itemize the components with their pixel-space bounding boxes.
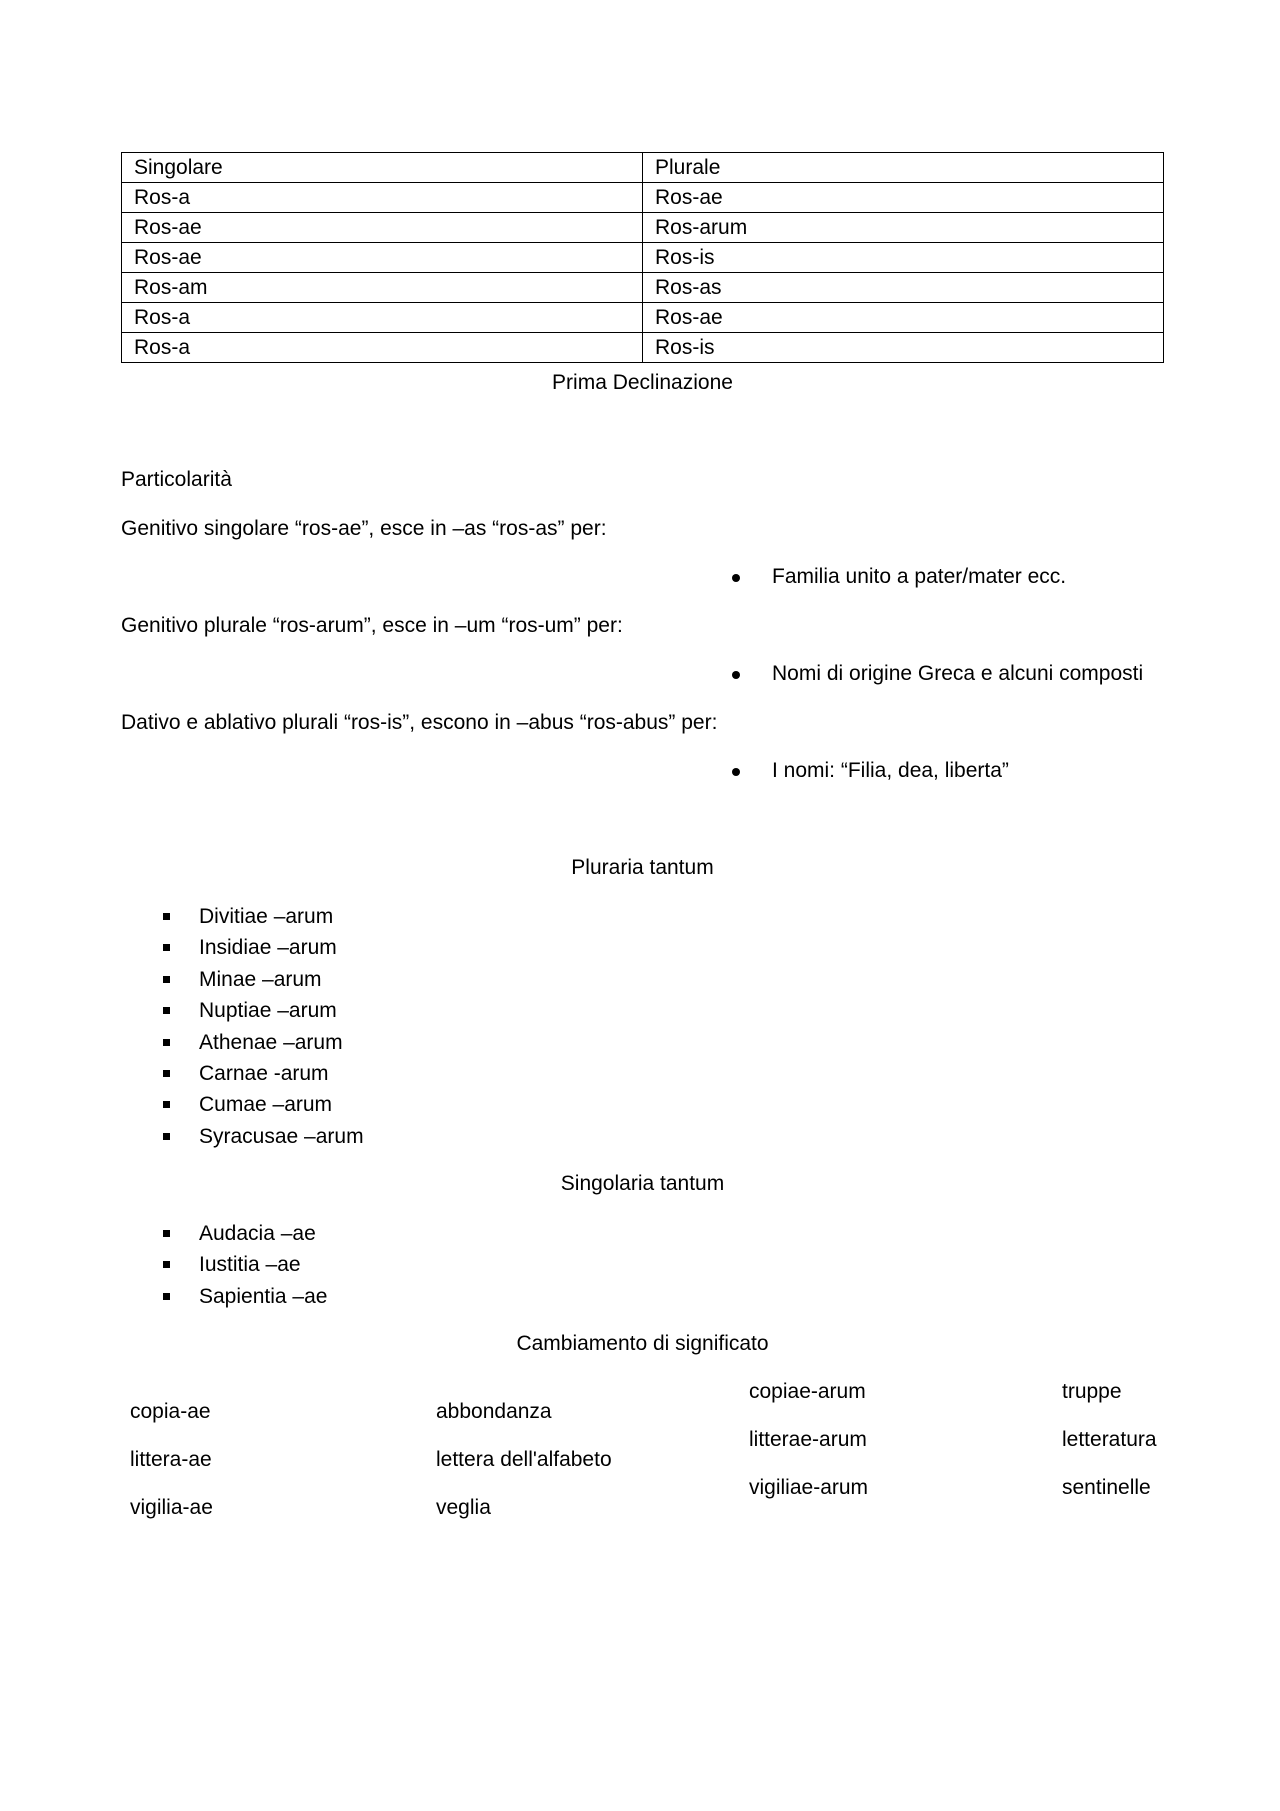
table-cell: Ros-ae <box>643 303 1164 333</box>
singolaria-heading: Singolaria tantum <box>560 1172 725 1195</box>
singolaria-list <box>163 1218 327 1312</box>
list-item <box>163 1281 327 1312</box>
square-bullet-icon <box>163 1293 170 1300</box>
square-bullet-icon <box>163 1230 170 1237</box>
plural-word: litterae-arum <box>749 1428 867 1451</box>
table-row <box>122 213 1164 243</box>
square-bullet-icon <box>163 1133 170 1140</box>
rule-text: Dativo e ablativo plurali “ros-is”, escono in –abus “ros-abus” per: <box>121 711 718 734</box>
rule-bullet-text: Familia unito a pater/mater ecc. <box>772 565 1067 588</box>
table-row <box>122 243 1164 273</box>
table-header-cell: Singolare <box>122 153 643 183</box>
table-cell: Ros-am <box>122 273 643 303</box>
rule-text: Genitivo plurale “ros-arum”, esce in –um “ros-um” per: <box>121 614 623 637</box>
table-header-cell: Plurale <box>643 153 1164 183</box>
list-item-text: Athenae –arum <box>199 1030 343 1054</box>
plural-meaning: truppe <box>1062 1380 1122 1403</box>
singular-word: vigilia-ae <box>130 1496 213 1519</box>
bullet-icon <box>732 768 740 776</box>
table-cell: Ros-a <box>122 183 643 213</box>
table-row <box>122 333 1164 363</box>
square-bullet-icon <box>163 913 170 920</box>
table-cell: Ros-ae <box>122 243 643 273</box>
table-cell: Ros-is <box>643 243 1164 273</box>
table-cell: Ros-a <box>122 303 643 333</box>
table-header-row <box>122 153 1164 183</box>
list-item <box>163 1218 327 1249</box>
list-item-text: Audacia –ae <box>199 1222 316 1245</box>
list-item-text: Sapientia –ae <box>199 1284 328 1308</box>
list-item <box>163 1249 327 1280</box>
singular-meaning: lettera dell'alfabeto <box>436 1448 612 1471</box>
singular-meaning: veglia <box>436 1496 491 1519</box>
plural-meaning: sentinelle <box>1062 1476 1151 1499</box>
table-caption: Prima Declinazione <box>552 371 733 394</box>
list-item-text: Carnae -arum <box>199 1061 329 1085</box>
list-item-text: Cumae –arum <box>199 1093 333 1117</box>
singular-word: copia-ae <box>130 1400 211 1423</box>
table-row <box>122 303 1164 333</box>
list-item <box>163 1027 364 1058</box>
rule-text: Genitivo singolare “ros-ae”, esce in –as “ros-as” per: <box>121 517 607 540</box>
table-cell: Ros-is <box>643 333 1164 363</box>
list-item-text: Minae –arum <box>199 967 322 991</box>
table-row <box>122 183 1164 213</box>
list-item-text: Nuptiae –arum <box>199 999 337 1023</box>
singular-meaning: abbondanza <box>436 1400 552 1423</box>
square-bullet-icon <box>163 1261 170 1268</box>
list-item <box>163 932 364 963</box>
pluraria-list <box>163 901 364 1152</box>
list-item <box>163 901 364 932</box>
plural-word: vigiliae-arum <box>749 1476 869 1499</box>
list-item <box>163 1058 364 1089</box>
square-bullet-icon <box>163 944 170 951</box>
singular-word: littera-ae <box>130 1448 212 1471</box>
list-item <box>163 1089 364 1120</box>
square-bullet-icon <box>163 1039 170 1046</box>
rule-bullet-text: I nomi: “Filia, dea, liberta” <box>772 759 1009 782</box>
list-item-text: Iustitia –ae <box>199 1253 301 1277</box>
square-bullet-icon <box>163 1007 170 1014</box>
square-bullet-icon <box>163 1101 170 1108</box>
declension-table <box>121 152 1164 363</box>
table-cell: Ros-a <box>122 333 643 363</box>
square-bullet-icon <box>163 1070 170 1077</box>
list-item <box>163 964 364 995</box>
plural-meaning: letteratura <box>1062 1428 1157 1451</box>
bullet-icon <box>732 574 740 582</box>
bullet-icon <box>732 671 740 679</box>
rule-bullet-text: Nomi di origine Greca e alcuni composti <box>772 662 1144 685</box>
list-item-text: Insidiae –arum <box>199 936 337 960</box>
square-bullet-icon <box>163 976 170 983</box>
table-cell: Ros-ae <box>643 183 1164 213</box>
table-row <box>122 273 1164 303</box>
list-item <box>163 995 364 1026</box>
pluraria-heading: Pluraria tantum <box>571 856 714 879</box>
table-cell: Ros-ae <box>122 213 643 243</box>
table-cell: Ros-arum <box>643 213 1164 243</box>
list-item-text: Syracusae –arum <box>199 1124 364 1148</box>
table-cell: Ros-as <box>643 273 1164 303</box>
cambiamento-heading: Cambiamento di significato <box>516 1332 769 1355</box>
plural-word: copiae-arum <box>749 1380 866 1403</box>
list-item <box>163 1121 364 1152</box>
particolarita-heading: Particolarità <box>121 468 232 491</box>
list-item-text: Divitiae –arum <box>199 905 334 928</box>
